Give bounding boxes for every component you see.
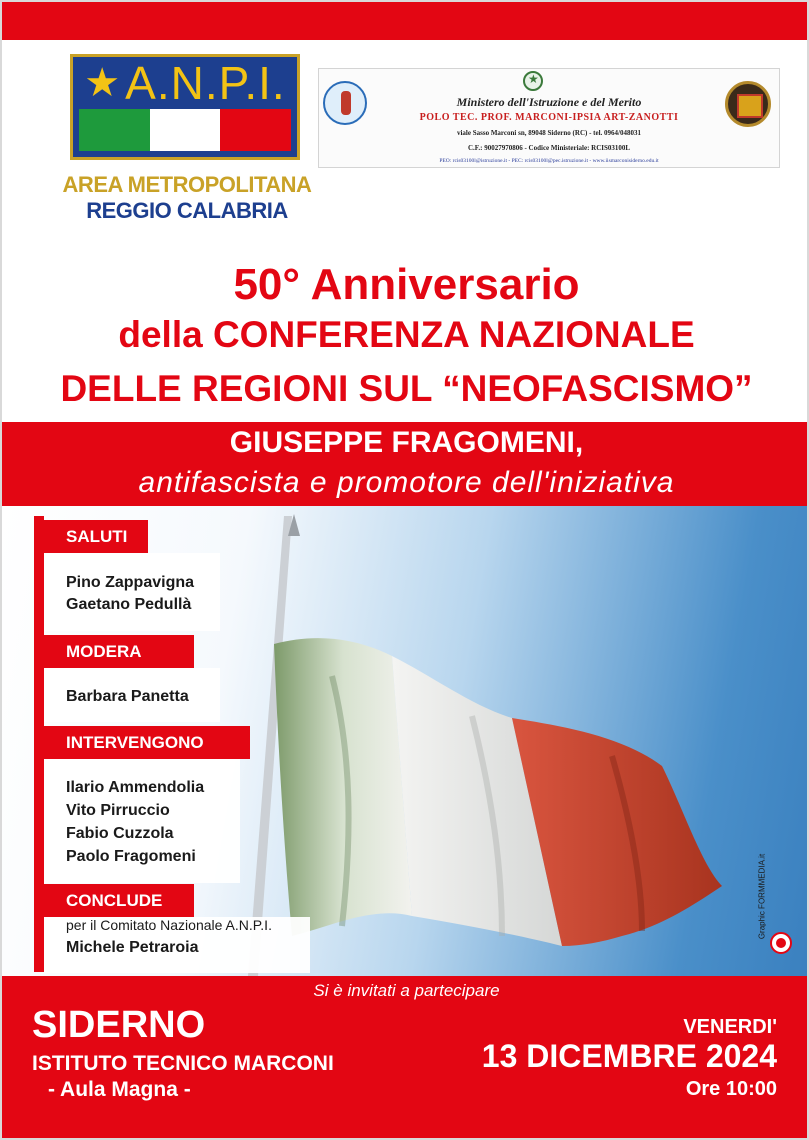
event-city: SIDERNO bbox=[32, 1004, 206, 1046]
section-label-intervengono: INTERVENGONO bbox=[44, 726, 250, 759]
top-red-bar bbox=[2, 2, 809, 40]
school-ministry: Ministero dell'Istruzione e del Merito bbox=[456, 95, 642, 109]
title-conference: della CONFERENZA NAZIONALE bbox=[118, 314, 695, 355]
event-weekday: VENERDI' bbox=[683, 1016, 777, 1038]
conclude-person-1: Michele Petraroia bbox=[66, 939, 199, 956]
school-contacts: PEO: rcis03100l@istruzione.it - PEC: rcis03100l@pec.istruzione.it - www.iismarconisiderno.edu.it bbox=[439, 158, 659, 164]
anpi-logo bbox=[70, 54, 300, 160]
anpi-area-label: AREA METROPOLITANA bbox=[62, 172, 312, 197]
intervengono-person-1: Ilario Ammendolia bbox=[66, 779, 205, 796]
honoree-band bbox=[2, 422, 809, 506]
saluti-box bbox=[44, 553, 220, 631]
republic-emblem-icon bbox=[523, 71, 543, 91]
event-time: Ore 10:00 bbox=[685, 1078, 777, 1100]
graphic-credit-logo-icon bbox=[770, 932, 792, 954]
school-name: POLO TEC. PROF. MARCONI-IPSIA ART-ZANOTTI bbox=[419, 112, 679, 123]
title-topic: DELLE REGIONI SUL “NEOFASCISMO” bbox=[60, 368, 753, 409]
graphic-credit: Graphic FORMMEDIA.it bbox=[757, 853, 767, 940]
school-address: viale Sasso Marconi sn, 89048 Siderno (RC) - tel. 0964/048031 bbox=[456, 129, 641, 137]
section-label-saluti: SALUTI bbox=[44, 520, 148, 553]
school-codes: C.F.: 90027970806 - Codice Ministeriale: RCIS03100L bbox=[467, 144, 631, 152]
star-icon: ★ bbox=[84, 61, 122, 105]
event-hall: - Aula Magna - bbox=[48, 1078, 191, 1101]
saluti-person-2: Gaetano Pedullà bbox=[66, 596, 192, 613]
honoree-role: antifascista e promotore dell'iniziativa bbox=[138, 466, 675, 499]
saluti-person-1: Pino Zappavigna bbox=[66, 574, 195, 591]
intervengono-person-4: Paolo Fragomeni bbox=[66, 848, 196, 865]
flag-white bbox=[150, 109, 221, 151]
event-date: 13 DICEMBRE 2024 bbox=[481, 1038, 777, 1074]
invitation-text: Si è invitati a partecipare bbox=[313, 981, 500, 1000]
event-venue: ISTITUTO TECNICO MARCONI bbox=[32, 1052, 334, 1075]
section-label-conclude: CONCLUDE bbox=[44, 884, 194, 917]
anpi-city-label: REGGIO CALABRIA bbox=[86, 198, 288, 223]
title-anniversary: 50° Anniversario bbox=[233, 260, 580, 309]
honoree-name: GIUSEPPE FRAGOMENI, bbox=[229, 426, 584, 459]
anpi-logo-text: A.N.P.I. bbox=[125, 57, 286, 109]
school-header bbox=[318, 68, 780, 168]
intervengono-person-3: Fabio Cuzzola bbox=[66, 825, 174, 842]
institute-crest-icon bbox=[725, 81, 771, 127]
event-footer bbox=[2, 976, 809, 1140]
flag-red bbox=[220, 109, 291, 151]
flag-green bbox=[79, 109, 150, 151]
school-emblem-icon bbox=[323, 81, 367, 125]
section-label-modera: MODERA bbox=[44, 635, 194, 668]
modera-person-1: Barbara Panetta bbox=[66, 688, 189, 705]
anpi-logo-wordmark bbox=[73, 57, 297, 109]
italian-flag-icon bbox=[79, 109, 291, 151]
intervengono-person-2: Vito Pirruccio bbox=[66, 802, 170, 819]
program-side-stripe bbox=[34, 516, 44, 972]
conclude-note: per il Comitato Nazionale A.N.P.I. bbox=[66, 917, 272, 933]
